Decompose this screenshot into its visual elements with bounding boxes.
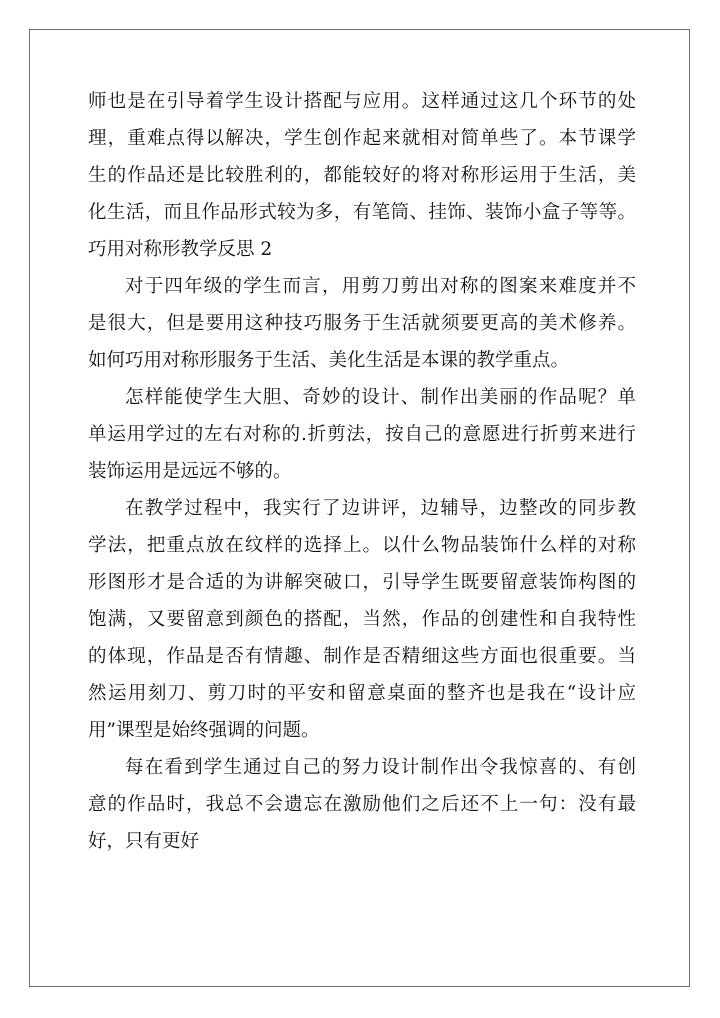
text-line: 每在看到学生通过自己的努力设计制作出令我惊喜的、有创 [125, 757, 636, 778]
text-line: 好，只有更好 [88, 831, 200, 852]
text-line: 的体现，作品是否有情趣、制作是否精细这些方面也很重要。当 [88, 646, 636, 667]
text-line: 意的作品时，我总不会遗忘在激励他们之后还不上一句：没有最 [88, 794, 636, 815]
section-heading: 巧用对称形教学反思 2 [88, 239, 273, 260]
text-line: 理，重难点得以解决，学生创作起来就相对简单些了。本节课学 [88, 128, 636, 149]
text-line: 在教学过程中，我实行了边讲评，边辅导，边整改的同步教 [125, 498, 636, 519]
text-line: 如何巧用对称形服务于生活、美化生活是本课的教学重点。 [88, 350, 570, 371]
text-line: 然运用刻刀、剪刀时的平安和留意桌面的整齐也是我在“设计应 [88, 683, 636, 704]
text-line: 师也是在引导着学生设计搭配与应用。这样通过这几个环节的处 [88, 91, 636, 112]
text-line: 怎样能使学生大胆、奇妙的设计、制作出美丽的作品呢？单 [125, 387, 636, 408]
text-line: 对于四年级的学生而言，用剪刀剪出对称的图案来难度并不 [125, 276, 636, 297]
text-line: 装饰运用是远远不够的。 [88, 461, 292, 482]
text-line: 化生活，而且作品形式较为多，有笔筒、挂饰、装饰小盒子等等。 [88, 202, 636, 223]
text-line: 形图形才是合适的为讲解突破口，引导学生既要留意装饰构图的 [88, 572, 636, 593]
text-line: 用”课型是始终强调的问题。 [88, 720, 320, 741]
text-line: 生的作品还是比较胜利的，都能较好的将对称形运用于生活，美 [88, 165, 636, 186]
text-line: 饱满，又要留意到颜色的搭配，当然，作品的创建性和自我特性 [88, 609, 636, 630]
text-line: 是很大，但是要用这种技巧服务于生活就须要更高的美术修养。 [88, 313, 636, 334]
document-body [88, 83, 636, 860]
text-line: 单运用学过的左右对称的.折剪法，按自己的意愿进行折剪来进行 [88, 424, 636, 445]
text-line: 学法，把重点放在纹样的选择上。以什么物品装饰什么样的对称 [88, 535, 636, 556]
